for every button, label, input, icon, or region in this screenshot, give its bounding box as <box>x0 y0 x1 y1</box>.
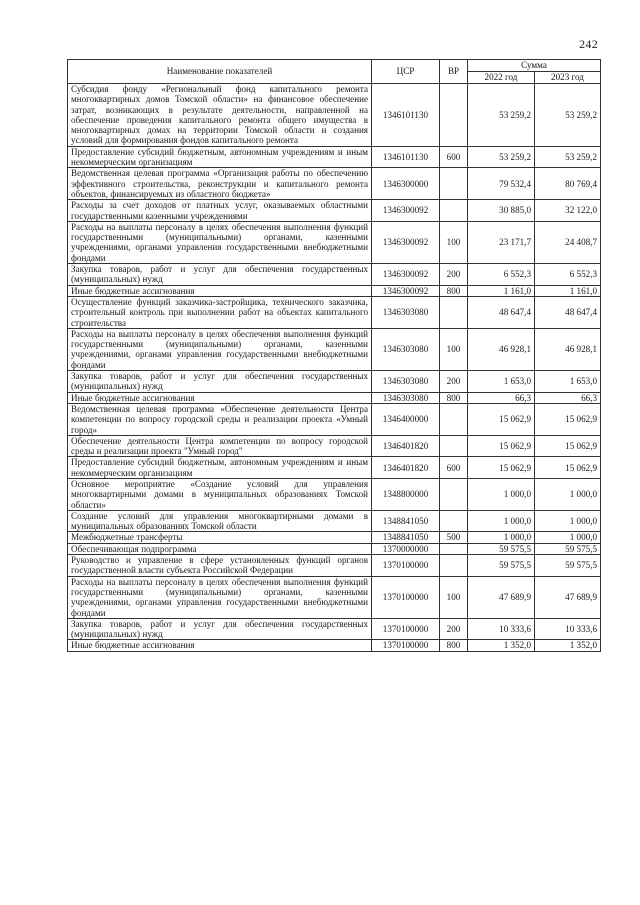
row-vr-code <box>440 84 468 147</box>
row-name: Субсидия фонду «Региональный фонд капитального ремонта многоквартирных домов Томской области» на финансовое обеспечение затрат, возникающих в результате деятельности, направленной на обеспечение проведения капитального ремонта общего имущества в многоквартирных домах на территории Томской области и создания условий для формирования фондов капитального ремонта <box>68 84 372 147</box>
table-row <box>68 543 601 554</box>
row-vr-code <box>440 403 468 435</box>
row-csr-code: 1346303080 <box>372 371 440 393</box>
table-header <box>68 60 601 84</box>
row-sum-2023: 1 653,0 <box>535 371 601 393</box>
table-row <box>68 640 601 651</box>
row-sum-2022: 59 575,5 <box>468 543 535 554</box>
row-csr-code: 1370100000 <box>372 555 440 577</box>
row-sum-2023: 46 928,1 <box>535 328 601 370</box>
row-sum-2022: 10 333,6 <box>468 618 535 640</box>
row-csr-code: 1348841050 <box>372 510 440 532</box>
row-vr-code <box>440 296 468 328</box>
table-row <box>68 168 601 200</box>
row-csr-code: 1346400000 <box>372 403 440 435</box>
table-row <box>68 285 601 296</box>
row-name: Закупка товаров, работ и услуг для обеспечения государственных (муниципальных) нужд <box>68 264 372 286</box>
row-sum-2023: 1 000,0 <box>535 510 601 532</box>
row-sum-2023: 1 000,0 <box>535 478 601 510</box>
table-row <box>68 510 601 532</box>
row-name: Основное мероприятие «Создание условий для управления многоквартирными домами в муниципальных образованиях Томской области» <box>68 478 372 510</box>
row-vr-code: 800 <box>440 285 468 296</box>
table-body <box>68 84 601 652</box>
row-sum-2022: 6 552,3 <box>468 264 535 286</box>
row-name: Предоставление субсидий бюджетным, автономным учреждениям и иным некоммерческим организациям <box>68 146 372 168</box>
row-sum-2023: 53 259,2 <box>535 84 601 147</box>
row-name: Осуществление функций заказчика-застройщика, технического заказчика, строительный контроль при выполнении работ на объектах капитального строительства <box>68 296 372 328</box>
row-sum-2023: 15 062,9 <box>535 403 601 435</box>
row-csr-code: 1346300092 <box>372 221 440 263</box>
row-sum-2022: 53 259,2 <box>468 84 535 147</box>
row-name: Обеспечение деятельности Центра компетенции по вопросу городской среды и реализации проекта "Умный город" <box>68 435 372 457</box>
row-csr-code: 1346101130 <box>372 84 440 147</box>
table-row <box>68 435 601 457</box>
row-vr-code <box>440 543 468 554</box>
row-vr-code: 800 <box>440 640 468 651</box>
table-row <box>68 532 601 543</box>
row-sum-2023: 1 352,0 <box>535 640 601 651</box>
row-vr-code <box>440 435 468 457</box>
table-row <box>68 221 601 263</box>
row-sum-2023: 32 122,0 <box>535 200 601 222</box>
row-csr-code: 1346303080 <box>372 392 440 403</box>
row-sum-2023: 59 575,5 <box>535 543 601 554</box>
row-sum-2022: 15 062,9 <box>468 457 535 479</box>
row-sum-2023: 15 062,9 <box>535 435 601 457</box>
row-sum-2022: 1 653,0 <box>468 371 535 393</box>
table-row <box>68 457 601 479</box>
row-csr-code: 1348800000 <box>372 478 440 510</box>
row-csr-code: 1346101130 <box>372 146 440 168</box>
row-name: Создание условий для управления многоквартирными домами в муниципальных образованиях Томской области <box>68 510 372 532</box>
table-row <box>68 555 601 577</box>
row-name: Расходы на выплаты персоналу в целях обеспечения выполнения функций государственными (муниципальными) органами, казенными учреждениями, органами управления государственными внебюджетными фондами <box>68 328 372 370</box>
row-csr-code: 1346300092 <box>372 264 440 286</box>
table-row <box>68 296 601 328</box>
row-vr-code: 200 <box>440 264 468 286</box>
row-csr-code: 1346303080 <box>372 296 440 328</box>
row-vr-code: 100 <box>440 328 468 370</box>
row-sum-2022: 66,3 <box>468 392 535 403</box>
row-vr-code <box>440 555 468 577</box>
row-sum-2023: 1 161,0 <box>535 285 601 296</box>
row-vr-code: 800 <box>440 392 468 403</box>
row-csr-code: 1346303080 <box>372 328 440 370</box>
row-sum-2023: 10 333,6 <box>535 618 601 640</box>
row-vr-code: 200 <box>440 618 468 640</box>
header-csr: ЦСР <box>372 60 440 84</box>
header-sum: Сумма <box>468 60 601 72</box>
row-sum-2022: 15 062,9 <box>468 403 535 435</box>
row-vr-code <box>440 200 468 222</box>
budget-table <box>67 59 601 652</box>
row-name: Иные бюджетные ассигнования <box>68 285 372 296</box>
row-sum-2022: 1 352,0 <box>468 640 535 651</box>
row-csr-code: 1346401820 <box>372 457 440 479</box>
row-name: Межбюджетные трансферты <box>68 532 372 543</box>
table-row <box>68 84 601 147</box>
row-vr-code: 100 <box>440 576 468 618</box>
page-number: 242 <box>579 37 598 51</box>
table-row <box>68 146 601 168</box>
row-vr-code <box>440 478 468 510</box>
row-name: Расходы на выплаты персоналу в целях обеспечения выполнения функций государственными (муниципальными) органами, казенными учреждениями, органами управления государственными внебюджетными фондами <box>68 576 372 618</box>
row-vr-code: 600 <box>440 146 468 168</box>
row-csr-code: 1346300092 <box>372 285 440 296</box>
row-sum-2022: 47 689,9 <box>468 576 535 618</box>
row-sum-2022: 48 647,4 <box>468 296 535 328</box>
row-name: Руководство и управление в сфере установленных функций органов государственной власти субъекта Российской Федерации <box>68 555 372 577</box>
row-csr-code: 1370100000 <box>372 618 440 640</box>
row-vr-code <box>440 510 468 532</box>
row-name: Закупка товаров, работ и услуг для обеспечения государственных (муниципальных) нужд <box>68 371 372 393</box>
row-sum-2022: 1 000,0 <box>468 510 535 532</box>
row-sum-2023: 80 769,4 <box>535 168 601 200</box>
row-sum-2022: 1 161,0 <box>468 285 535 296</box>
row-sum-2023: 48 647,4 <box>535 296 601 328</box>
row-name: Расходы на выплаты персоналу в целях обеспечения выполнения функций государственными (муниципальными) органами, казенными учреждениями, органами управления государственными внебюджетными фондами <box>68 221 372 263</box>
table-row <box>68 478 601 510</box>
row-name: Иные бюджетные ассигнования <box>68 640 372 651</box>
row-csr-code: 1370100000 <box>372 640 440 651</box>
table-row <box>68 403 601 435</box>
row-name: Иные бюджетные ассигнования <box>68 392 372 403</box>
row-vr-code: 500 <box>440 532 468 543</box>
row-vr-code: 200 <box>440 371 468 393</box>
row-name: Ведомственная целевая программа «Организация работы по обеспечению эффективного строительства, реконструкции и капитального ремонта объектов, финансируемых из областного бюджета» <box>68 168 372 200</box>
row-csr-code: 1370000000 <box>372 543 440 554</box>
row-sum-2023: 47 689,9 <box>535 576 601 618</box>
row-vr-code <box>440 168 468 200</box>
row-sum-2022: 53 259,2 <box>468 146 535 168</box>
row-name: Ведомственная целевая программа «Обеспечение деятельности Центра компетенции по вопросу городской среды и реализации проекта «Умный город» <box>68 403 372 435</box>
header-name: Наименование показателей <box>68 60 372 84</box>
row-sum-2023: 53 259,2 <box>535 146 601 168</box>
row-name: Предоставление субсидий бюджетным, автономным учреждениям и иным некоммерческим организациям <box>68 457 372 479</box>
row-csr-code: 1346300092 <box>372 200 440 222</box>
header-year-2022: 2022 год <box>468 72 535 84</box>
row-sum-2023: 59 575,5 <box>535 555 601 577</box>
table-row <box>68 618 601 640</box>
row-sum-2022: 59 575,5 <box>468 555 535 577</box>
table-row <box>68 200 601 222</box>
row-sum-2022: 1 000,0 <box>468 478 535 510</box>
row-name: Обеспечивающая подпрограмма <box>68 543 372 554</box>
row-sum-2022: 1 000,0 <box>468 532 535 543</box>
row-sum-2023: 1 000,0 <box>535 532 601 543</box>
row-sum-2022: 79 532,4 <box>468 168 535 200</box>
table-row <box>68 392 601 403</box>
row-sum-2022: 15 062,9 <box>468 435 535 457</box>
table-row <box>68 264 601 286</box>
row-sum-2023: 15 062,9 <box>535 457 601 479</box>
row-sum-2023: 24 408,7 <box>535 221 601 263</box>
row-sum-2023: 6 552,3 <box>535 264 601 286</box>
table-row <box>68 328 601 370</box>
row-csr-code: 1346300000 <box>372 168 440 200</box>
row-name: Закупка товаров, работ и услуг для обеспечения государственных (муниципальных) нужд <box>68 618 372 640</box>
row-csr-code: 1348841050 <box>372 532 440 543</box>
row-csr-code: 1370100000 <box>372 576 440 618</box>
row-vr-code: 100 <box>440 221 468 263</box>
table-row <box>68 576 601 618</box>
header-vr: ВР <box>440 60 468 84</box>
row-vr-code: 600 <box>440 457 468 479</box>
row-sum-2023: 66,3 <box>535 392 601 403</box>
row-sum-2022: 46 928,1 <box>468 328 535 370</box>
row-sum-2022: 30 885,0 <box>468 200 535 222</box>
row-sum-2022: 23 171,7 <box>468 221 535 263</box>
row-name: Расходы за счет доходов от платных услуг, оказываемых областными государственными казенными учреждениями <box>68 200 372 222</box>
header-year-2023: 2023 год <box>535 72 601 84</box>
row-csr-code: 1346401820 <box>372 435 440 457</box>
table-row <box>68 371 601 393</box>
